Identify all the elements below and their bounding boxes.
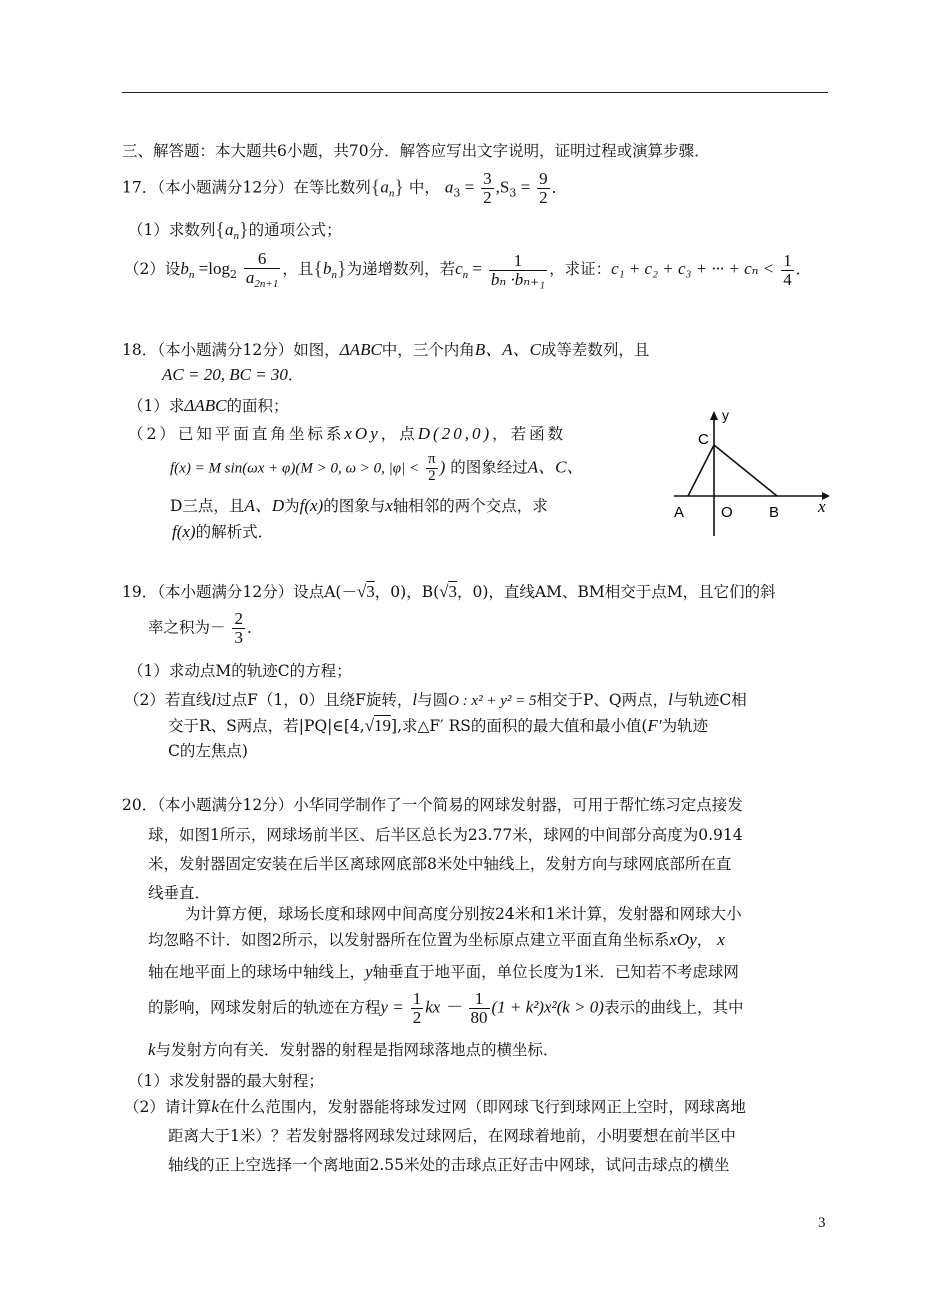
q20-line2: 球，如图1所示，网球场前半区、后半区总长为23.77米，球网的中间部分高度为0.914: [148, 826, 743, 844]
q20-line1: 20．（本小题满分12分）小华同学制作了一个简易的网球发射器，可用于帮忙练习定点接发: [122, 796, 743, 814]
point-b-label: B: [769, 504, 780, 521]
x-label: x: [818, 497, 826, 516]
q20-line3: 米，发射器固定安装在后半区离球网底部8米处中轴线上，发射方向与球网底部所在直: [148, 855, 732, 873]
page-number: 3: [818, 1215, 826, 1231]
section-header: 三、解答题：本大题共6小题，共70分．解答应写出文字说明，证明过程或演算步骤．: [122, 142, 710, 160]
q17-frac-3-2: $\frac{3}{2}$: [483, 169, 492, 207]
q19-part1: （1）求动点M的轨迹C的方程；: [128, 662, 352, 680]
segment-ac: [688, 445, 714, 496]
q20-part2-line3: 轴线的正上空选择一个离地面2.55米处的击球点正好击中网球，试问击球点的横坐: [168, 1156, 730, 1174]
point-c-label: C: [698, 431, 709, 448]
q19-line3: 交于R、S两点，若|PQ|∈[4,√19],求△F′ RS的面积的最大值和最小值(F′为轨迹: [168, 716, 709, 735]
q18-pi-frac: $\frac{\pi}{2}$: [428, 451, 436, 484]
q20-frac-1-80: $\frac{1}{80}$: [470, 989, 488, 1027]
q17-frac-9-2: $\frac{9}{2}$: [539, 169, 548, 207]
q20-line5: 为计算方便，球场长度和球网中间高度分别按24米和1米计算，发射器和网球大小: [185, 905, 742, 923]
q17-rhs-frac: $\frac{1}{4}$: [783, 250, 792, 289]
q17-c-frac: $\frac{1}{\text{bₙ ·bₙ₊₁}}$: [490, 250, 546, 289]
q20-part1: （1）求发射器的最大射程；: [128, 1072, 324, 1090]
q17-line1: 17．（本小题满分12分）在等比数列$\{a_n\}$ 中， $a_3$ = $\frac{3}{2}$ $,S_3$ = $\frac{9}{2}$ ．: [122, 169, 568, 207]
y-label: y: [722, 408, 729, 423]
q17-part1: （1）求数列$\{a_n\}$的通项公式；: [128, 219, 342, 242]
q20-line7: 轴在地平面上的球场中轴线上，y轴垂直于地平面，单位长度为1米．已知若不考虑球网: [148, 962, 739, 981]
q17-part2: （2）设$b_n =\log_2$ $\frac{6}{a_{2n+1}}$ ，且$\{b_n\}$为递增数列，若$c_n$ = $\frac{1}{\text{bₙ ·bₙ₊₁}}$ ，求证：c₁ + c₂ + c₃ + ··· + cₙ < $\frac{1}{4}$ ．: [124, 249, 812, 290]
q19-frac: $\frac{2}{3}$: [234, 609, 243, 647]
q19-line2: 率之积为－ $\frac{2}{3}$ ．: [148, 609, 263, 647]
q20-line4: 线垂直．: [148, 884, 211, 902]
q18-part1: （1）求ΔABC的面积；: [128, 396, 289, 415]
q19-line1: 19．（本小题满分12分）设点A(－√3，0)，B(√3，0)，直线AM、BM相交于点M，且它们的斜: [122, 582, 776, 601]
q18-line2: AC = 20, BC = 30．: [162, 365, 304, 384]
point-a-label: A: [674, 504, 685, 521]
y-axis-arrow: [710, 411, 718, 420]
q18-figure: [652, 408, 832, 540]
q20-line6: 均忽略不计．如图2所示，以发射器所在位置为坐标原点建立平面直角坐标系xOy， x: [148, 930, 725, 949]
segment-cb: [714, 445, 777, 496]
q17-log-frac: $\frac{6}{a_{2n+1}}$: [245, 249, 279, 290]
q18-part2: （2）已知平面直角坐标系xOy，点D(20,0)，若函数: [128, 424, 567, 443]
q18-last: f(x)的解析式．: [172, 522, 274, 541]
q20-line9: k与发射方向有关．发射器的射程是指网球落地点的横坐标．: [148, 1040, 559, 1059]
q20-part2: （2）请计算k在什么范围内，发射器能将球发过网（即网球飞行到球网正上空时，网球离地: [124, 1097, 746, 1116]
q20-part2-line2: 距离大于1米）？若发射器将网球发过球网后，在网球着地前，小明要想在前半区中: [168, 1127, 736, 1145]
q18-line1: 18．（本小题满分12分）如图，ΔABC中，三个内角B、A、C成等差数列，且: [122, 340, 650, 359]
origin-label: O: [721, 504, 733, 521]
q19-line4: C的左焦点): [168, 742, 248, 760]
q18-func-line: f(x) = M sin(ωx + φ)(M > 0, ω > 0, |φ| < $\frac{\pi}{2}$ ) 的图象经过A、C、: [170, 451, 584, 484]
q20-line8: 的影响，网球发射后的轨迹在方程y = $\frac{1}{2}$ kx － $\frac{1}{80}$ (1 + k²)x²(k > 0)表示的曲线上，其中: [148, 989, 744, 1027]
header-rule: [122, 92, 828, 93]
q20-frac-1-2: $\frac{1}{2}$: [412, 989, 422, 1027]
q19-part2: （2）若直线l过点F（1，0）且绕F旋转，l与圆O : x² + y² = 5相交于P、Q两点，l与轨迹C相: [124, 690, 747, 709]
q18-line-d: D三点，且A、D为f(x)的图象与x轴相邻的两个交点，求: [170, 496, 548, 515]
